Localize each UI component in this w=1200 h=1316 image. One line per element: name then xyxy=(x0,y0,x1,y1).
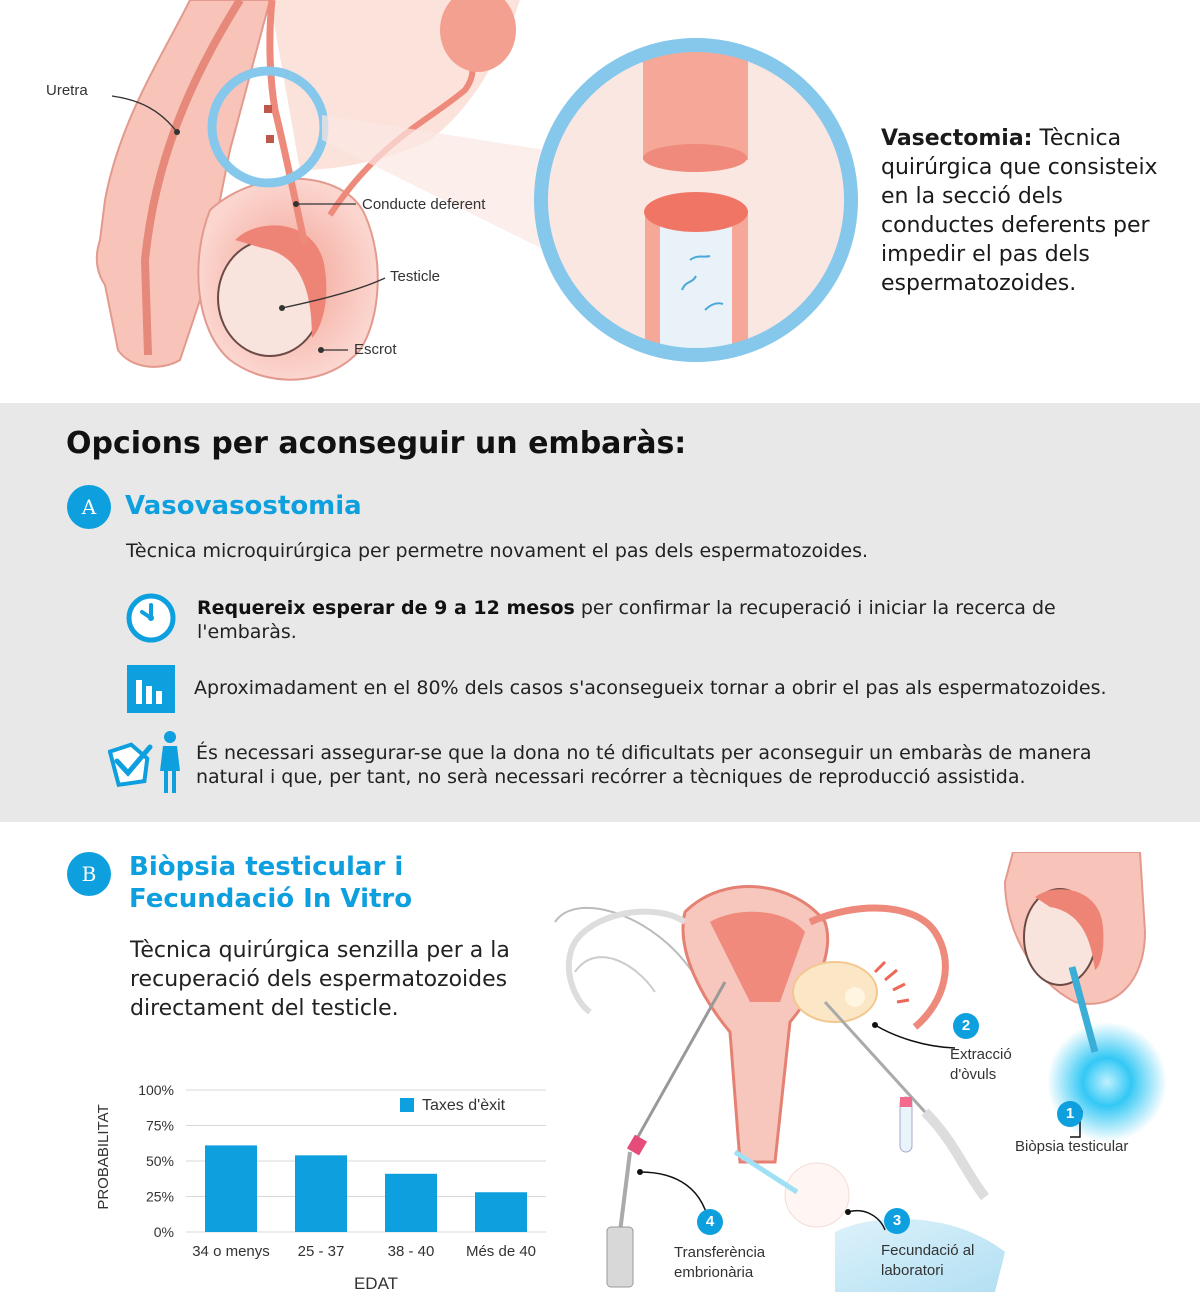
chart-bar xyxy=(295,1155,347,1232)
check-woman-icon xyxy=(108,729,182,795)
step-4-label-line1: Transferència xyxy=(674,1244,766,1261)
option-b-section xyxy=(0,822,1200,1316)
chart-y-tick-label: 75% xyxy=(145,1117,174,1134)
point-wait-rest: per confirmar la recuperació i iniciar la recerca de l'embaràs. xyxy=(197,597,1056,643)
chart-y-ticks xyxy=(138,1082,174,1240)
step-2-badge: 2 xyxy=(953,1013,979,1039)
chart-y-tick-label: 100% xyxy=(138,1082,174,1098)
chart-bar xyxy=(475,1192,527,1232)
chart-y-tick-label: 0% xyxy=(153,1224,174,1240)
options-panel xyxy=(0,403,1200,822)
chart-x-tick-label: 34 o menys xyxy=(192,1243,270,1260)
step-2-label-line1: Extracció xyxy=(950,1046,1012,1063)
chart-y-axis-label: PROBABILITAT xyxy=(95,1104,112,1210)
chart-legend-label: Taxes d'èxit xyxy=(422,1097,506,1114)
chart-x-ticks xyxy=(192,1243,536,1260)
option-b-badge: B xyxy=(67,852,111,896)
chart-x-tick-label: 25 - 37 xyxy=(297,1243,345,1260)
chart-y-tick-label: 50% xyxy=(145,1153,174,1169)
step-3-badge: 3 xyxy=(884,1208,910,1234)
scrotum-label: Escrot xyxy=(354,341,397,358)
point-wait-text xyxy=(197,596,1097,644)
option-a-description: Tècnica microquirúrgica per permetre novament el pas dels espermatozoides. xyxy=(126,540,869,562)
chart-x-tick-label: Més de 40 xyxy=(465,1243,537,1260)
testicle-label: Testicle xyxy=(390,268,441,285)
step-1-badge: 1 xyxy=(1057,1101,1083,1127)
chart-x-axis-label: EDAT xyxy=(353,1274,399,1293)
urethra-label: Uretra xyxy=(46,82,88,99)
chart-bar xyxy=(205,1145,257,1232)
chart-x-tick-label: 38 - 40 xyxy=(387,1243,435,1260)
step-3-label-line1: Fecundació al xyxy=(881,1242,975,1259)
option-b-heading xyxy=(129,851,412,915)
vas-deferens-label: Conducte deferent xyxy=(362,196,486,213)
step-2-label xyxy=(950,1045,1012,1085)
step-4-label xyxy=(674,1243,765,1283)
step-4-label-line2: embrionària xyxy=(674,1264,754,1281)
step-3-label xyxy=(881,1241,974,1281)
vasectomy-definition xyxy=(881,124,1181,298)
step-4-badge: 4 xyxy=(697,1209,723,1235)
option-b-description: Tècnica quirúrgica senzilla per a la recuperació dels espermatozoides directament del testicle. xyxy=(130,938,510,1021)
bar-chart-icon xyxy=(127,665,175,713)
vasectomy-section xyxy=(0,0,1200,403)
chart-bars xyxy=(205,1145,527,1232)
step-1-label: Biòpsia testicular xyxy=(1015,1138,1129,1155)
point-partner-text: És necessari assegurar-se que la dona no té dificultats per aconseguir un embaràs de manera natural i que, per tant, no serà necessari recórrer a tècniques de reproducció assistida. xyxy=(196,742,1092,788)
options-title: Opcions per aconseguir un embaràs: xyxy=(66,426,687,461)
step-3-label-line2: laboratori xyxy=(881,1262,944,1279)
option-b-heading-line1: Biòpsia testicular i xyxy=(129,852,404,882)
option-a-badge: A xyxy=(67,485,111,529)
step-2-label-line2: d'òvuls xyxy=(950,1066,997,1083)
chart-y-tick-label: 25% xyxy=(145,1188,174,1205)
point-wait-bold: Requereix esperar de 9 a 12 mesos xyxy=(197,597,575,619)
option-b-heading-line2: Fecundació In Vitro xyxy=(129,884,413,914)
option-a-heading: Vasovasostomia xyxy=(125,491,362,521)
success-rate-chart xyxy=(86,1077,556,1302)
point-success-rate-text: Aproximadament en el 80% dels casos s'aconsegueix tornar a obrir el pas als espermatozoides. xyxy=(194,677,1107,699)
chart-legend-swatch xyxy=(400,1098,414,1112)
chart-bar xyxy=(385,1174,437,1232)
vasectomy-definition-text: Tècnica quirúrgica que consisteix en la secció dels conductes deferents per impedir el pas dels espermatozoides. xyxy=(881,126,1158,296)
clock-icon xyxy=(125,592,177,644)
vasectomy-term: Vasectomia: xyxy=(881,126,1033,151)
ivf-procedure-illustration xyxy=(535,852,1200,1297)
